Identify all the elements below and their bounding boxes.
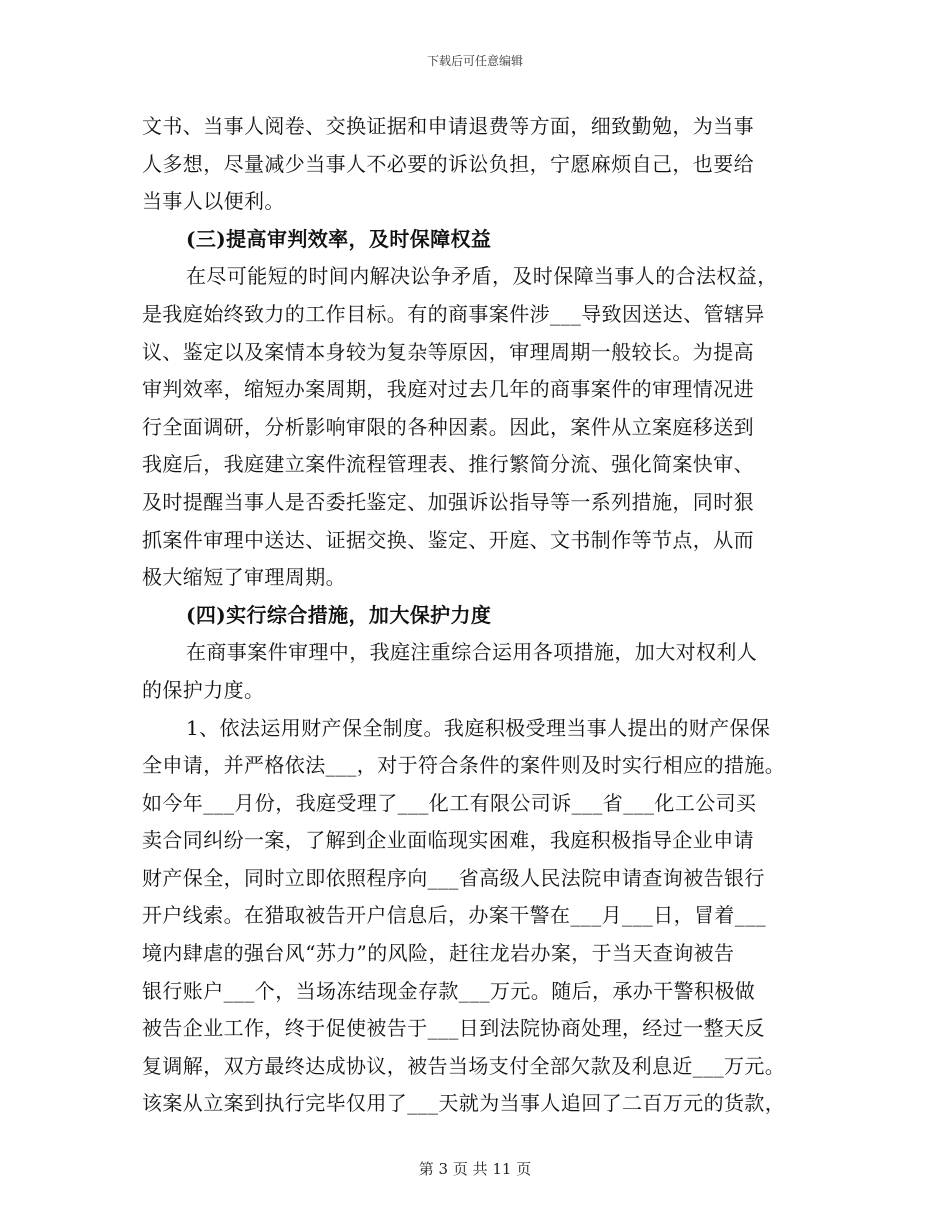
text-line: 1、依法运用财产保全制度。我庭积极受理当事人提出的财产保保: [186, 715, 771, 740]
text-line: 行全面调研，分析影响审限的各种因素。因此，案件从立案庭移送到: [142, 414, 754, 439]
text-line: 议、鉴定以及案情本身较为复杂等原因，审理周期一般较长。为提高: [142, 339, 754, 364]
text-line: 全申请，并严格依法___，对于符合条件的案件则及时实行相应的措施。: [142, 753, 786, 778]
text-line: 审判效率，缩短办案周期，我庭对过去几年的商事案件的审理情况进: [142, 377, 754, 402]
text-line: 文书、当事人阅卷、交换证据和申请退费等方面，细致勤勉，为当事: [142, 114, 754, 138]
text-line: 银行账户___个，当场冻结现金存款___万元。随后，承办干警积极做: [142, 978, 756, 1003]
text-line: 在商事案件审理中，我庭注重综合运用各项措施，加大对权利人: [186, 640, 758, 665]
text-line: 复调解，双方最终达成协议，被告当场支付全部欠款及利息近___万元。: [142, 1053, 786, 1078]
page-header-note: 下载后可任意编辑: [426, 54, 523, 68]
text-line: 该案从立案到执行完毕仅用了___天就为当事人追回了二百万元的货款，: [142, 1091, 786, 1116]
page-number: 第 3 页 共 11 页: [418, 1160, 532, 1178]
text-line: 我庭后，我庭建立案件流程管理表、推行繁简分流、强化简案快审、: [142, 452, 754, 477]
section-heading: (四)实行综合措施，加大保护力度: [186, 602, 492, 627]
text-line: 卖合同纠纷一案，了解到企业面临现实困难，我庭积极指导企业申请: [142, 828, 754, 853]
text-line: 在尽可能短的时间内解决讼争矛盾，及时保障当事人的合法权益，: [186, 264, 778, 289]
text-line: 的保护力度。: [142, 677, 265, 702]
text-line: 开户线索。在猎取被告开户信息后，办案干警在___月___日，冒着___: [142, 903, 766, 928]
text-line: 财产保全，同时立即依照程序向___省高级人民法院申请查询被告银行: [142, 865, 765, 890]
text-line: 极大缩短了审理周期。: [142, 565, 346, 590]
text-line: 当事人以便利。: [142, 189, 285, 214]
document-body: [142, 108, 822, 1123]
text-line: 如今年___月份，我庭受理了___化工有限公司诉___省___化工公司买: [142, 790, 757, 815]
text-line: 人多想，尽量减少当事人不必要的诉讼负担，宁愿麻烦自己，也要给: [142, 151, 754, 176]
text-line: 被告企业工作，终于促使被告于___日到法院协商处理，经过一整天反: [142, 1016, 765, 1041]
text-line: 是我庭始终致力的工作目标。有的商事案件涉___导致因送达、管辖异: [142, 301, 765, 326]
text-line: 抓案件审理中送达、证据交换、鉴定、开庭、文书制作等节点，从而: [142, 527, 754, 552]
text-line: 境内肆虐的强台风“苏力”的风险，赶往龙岩办案，于当天查询被告: [142, 941, 735, 966]
section-heading: (三)提高审判效率，及时保障权益: [186, 226, 492, 251]
text-line: 及时提醒当事人是否委托鉴定、加强诉讼指导等一系列措施，同时狠: [142, 489, 754, 514]
